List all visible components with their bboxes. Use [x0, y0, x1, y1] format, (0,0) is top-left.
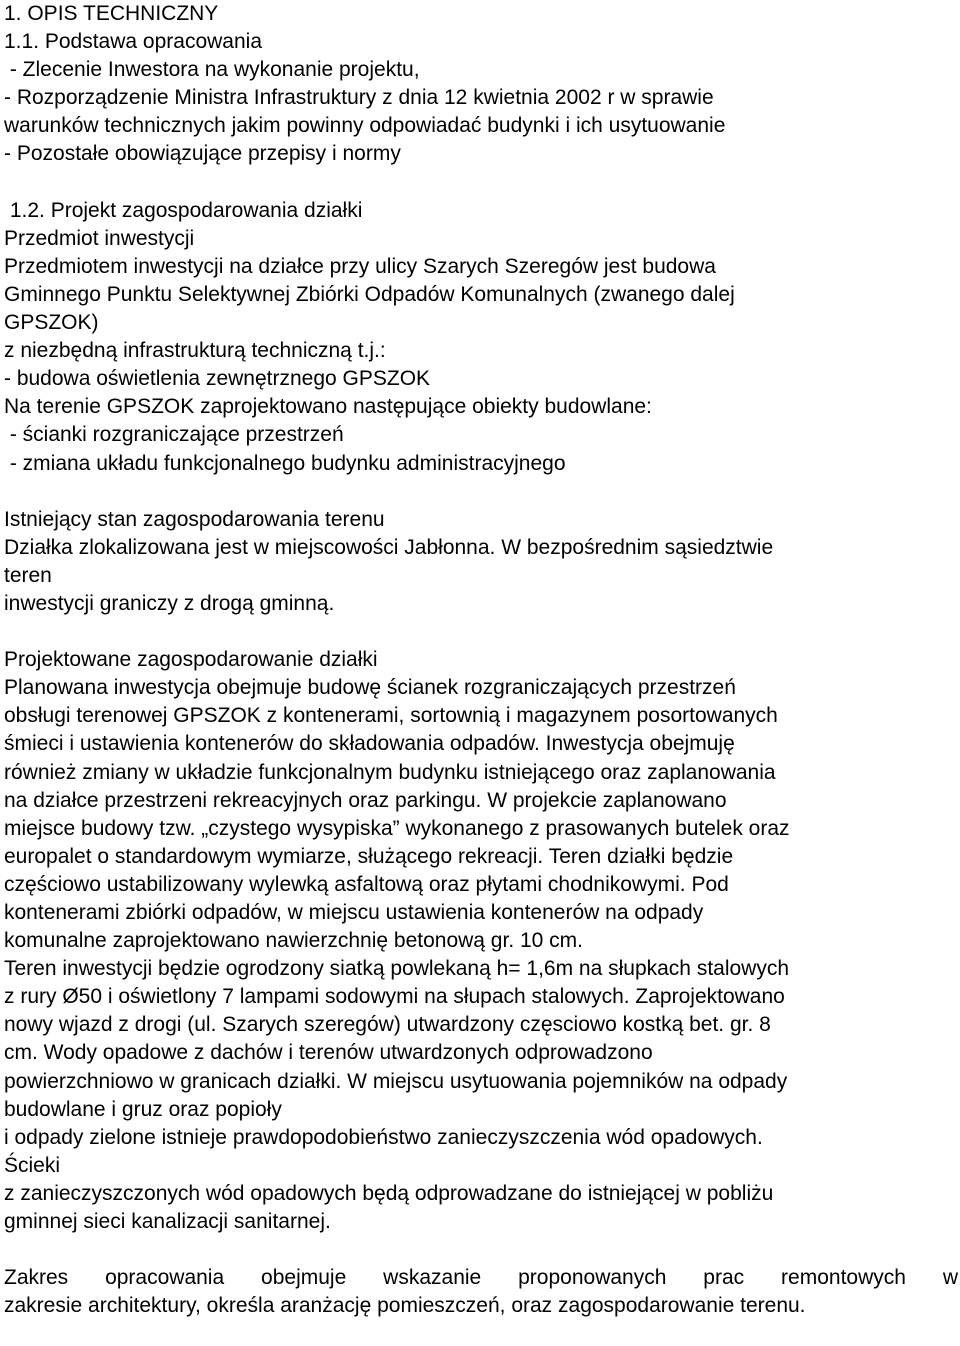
text-line: - Zlecenie Inwestora na wykonanie projektu,	[4, 58, 420, 82]
subsection-heading: 1.2. Projekt zagospodarowania działki	[4, 198, 363, 222]
text-line: miejsce budowy tzw. „czystego wysypiska” wykonanego z prasowanych butelek oraz	[4, 816, 790, 840]
text-line: również zmiany w układzie funkcjonalnym budynku istniejącego oraz zaplanowania	[4, 760, 776, 784]
text-line: na działce przestrzeni rekreacyjnych oraz parkingu. W projekcie zaplanowano	[4, 788, 727, 812]
text-line: GPSZOK)	[4, 311, 99, 335]
text-line: cm. Wody opadowe z dachów i terenów utwardzonych odprowadzono	[4, 1041, 653, 1065]
text-line: powierzchniowo w granicach działki. W miejscu usytuowania pojemników na odpady	[4, 1069, 788, 1093]
text-line: - ścianki rozgraniczające przestrzeń	[4, 423, 344, 447]
text-line: budowlane i gruz oraz popioły	[4, 1097, 282, 1121]
text-line: nowy wjazd z drogi (ul. Szarych szeregów) utwardzony częsciowo kostką bet. gr. 8	[4, 1013, 771, 1037]
text-line: inwestycji graniczy z drogą gminną.	[4, 591, 335, 615]
text-line: europalet o standardowym wymiarze, służącego rekreacji. Teren działki będzie	[4, 844, 734, 868]
text-line: Teren inwestycji będzie ogrodzony siatką powlekaną h= 1,6m na słupkach stalowych	[4, 957, 790, 981]
text-line: z niezbędną infrastrukturą techniczną t.j.:	[4, 339, 386, 363]
text-line: Przedmiotem inwestycji na działce przy ulicy Szarych Szeregów jest budowa	[4, 254, 716, 278]
text-line: Ścieki	[4, 1153, 61, 1177]
subsection-heading: 1.1. Podstawa opracowania	[4, 30, 262, 54]
text-line: z rury Ø50 i oświetlony 7 lampami sodowymi na słupach stalowych. Zaprojektowano	[4, 985, 785, 1009]
text-line: Istniejący stan zagospodarowania terenu	[4, 507, 385, 531]
text-line: Działka zlokalizowana jest w miejscowości Jabłonna. W bezpośrednim sąsiedztwie	[4, 535, 774, 559]
text-line: - Rozporządzenie Ministra Infrastruktury z dnia 12 kwietnia 2002 r w sprawie	[4, 86, 714, 110]
text-line: obsługi terenowej GPSZOK z kontenerami, sortownią i magazynem posortowanych	[4, 704, 778, 728]
text-line: kontenerami zbiórki odpadów, w miejscu ustawienia kontenerów na odpady	[4, 901, 704, 924]
text-line: Na terenie GPSZOK zaprojektowano następujące obiekty budowlane:	[4, 395, 652, 419]
section-heading: 1. OPIS TECHNICZNY	[4, 2, 219, 25]
blank-line	[4, 169, 958, 197]
text-line-justified: Zakres opracowania obejmuje wskazanie proponowanych prac remontowych w	[4, 1266, 958, 1290]
blank-line	[4, 1236, 958, 1264]
text-line: - zmiana układu funkcjonalnego budynku administracyjnego	[4, 451, 566, 475]
blank-line	[4, 478, 958, 506]
text-line: Planowana inwestycja obejmuje budowę ścianek rozgraniczających przestrzeń	[4, 676, 736, 700]
text-line: z zanieczyszczonych wód opadowych będą odprowadzane do istniejącej w pobliżu	[4, 1181, 774, 1205]
document-page	[4, 0, 958, 1320]
text-line: śmieci i ustawienia kontenerów do składowania odpadów. Inwestycja obejmuję	[4, 732, 735, 756]
text-line: - Pozostałe obowiązujące przepisy i normy	[4, 142, 401, 166]
blank-line	[4, 618, 958, 646]
text-line: warunków technicznych jakim powinny odpowiadać budynki i ich usytuowanie	[4, 114, 726, 138]
text-line: Przedmiot inwestycji	[4, 226, 195, 250]
text-line: komunalne zaprojektowano nawierzchnię betonową gr. 10 cm.	[4, 929, 584, 953]
text-line: Gminnego Punktu Selektywnej Zbiórki Odpadów Komunalnych (zwanego dalej	[4, 282, 735, 306]
text-line: i odpady zielone istnieje prawdopodobieństwo zanieczyszczenia wód opadowych.	[4, 1125, 763, 1149]
text-line: Projektowane zagospodarowanie działki	[4, 648, 378, 672]
text-line: teren	[4, 563, 52, 587]
text-line: częściowo ustabilizowany wylewką asfaltową oraz płytami chodnikowymi. Pod	[4, 872, 729, 896]
text-line: - budowa oświetlenia zewnętrznego GPSZOK	[4, 367, 431, 391]
text-line: zakresie architektury, określa aranżację pomieszczeń, oraz zagospodarowanie terenu.	[4, 1294, 806, 1318]
text-line: gminnej sieci kanalizacji sanitarnej.	[4, 1210, 331, 1234]
